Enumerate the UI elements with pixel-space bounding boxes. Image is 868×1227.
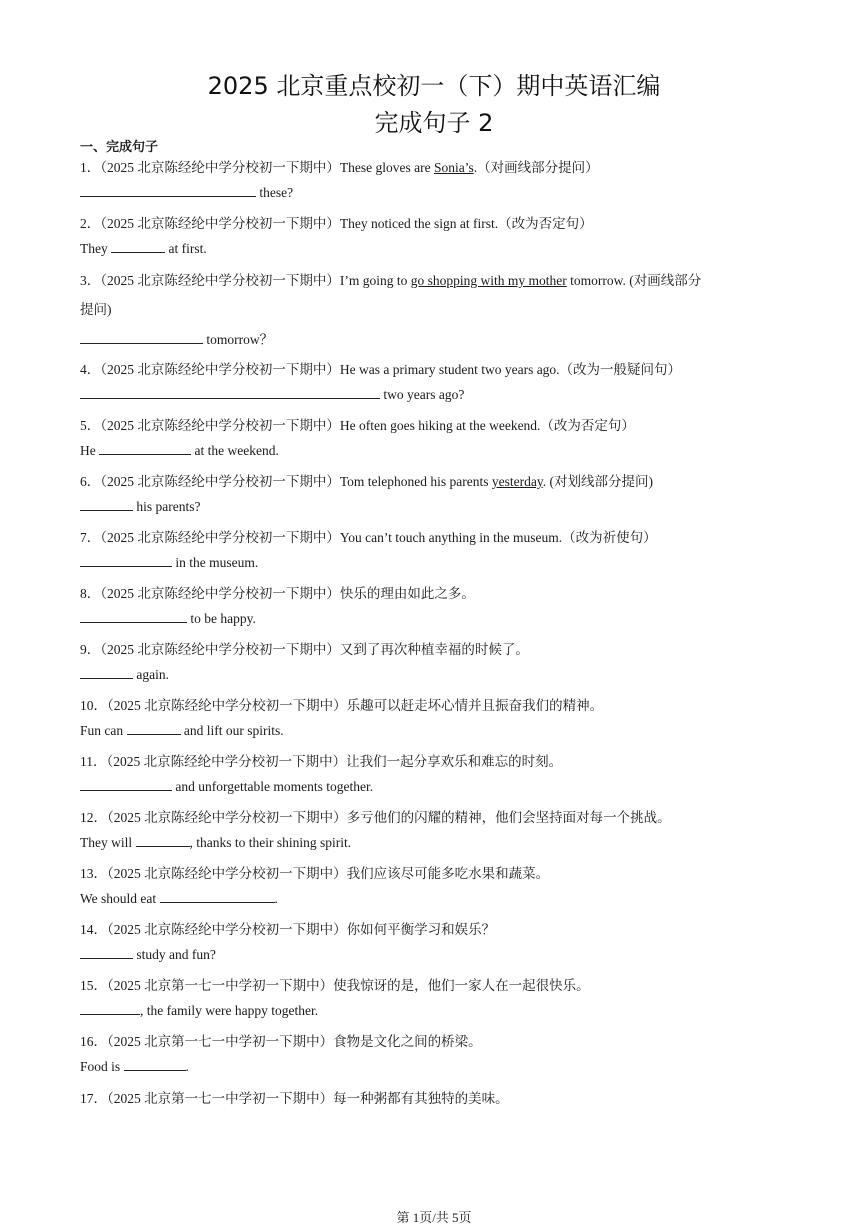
question-3: 3．（2025 北京陈经纶中学分校初一下期中）I’m going to go shopping with my mother tomorrow. (对画线部分 <box>80 273 702 288</box>
answer-blank[interactable] <box>80 667 133 679</box>
answer-blank[interactable] <box>80 611 187 623</box>
question-3-continued: 提问) <box>80 302 112 317</box>
question-13: 13．（2025 北京陈经纶中学分校初一下期中）我们应该尽可能多吃水果和蔬菜。 <box>80 866 550 881</box>
answer-line-8: to be happy. <box>80 611 256 627</box>
answer-line-9: again. <box>80 667 169 683</box>
underlined-phrase: yesterday <box>491 474 543 489</box>
question-14: 14．（2025 北京陈经纶中学分校初一下期中）你如何平衡学习和娱乐？ <box>80 922 496 937</box>
question-12: 12．（2025 北京陈经纶中学分校初一下期中）多亏他们的闪耀的精神，他们会坚持面对每一个挑战。 <box>80 810 671 825</box>
answer-blank[interactable] <box>136 835 190 847</box>
page-footer: 第 1页/共 5页 <box>396 1210 472 1225</box>
question-2: 2．（2025 北京陈经纶中学分校初一下期中）They noticed the sign at first.（改为否定句） <box>80 216 593 231</box>
question-10: 10．（2025 北京陈经纶中学分校初一下期中）乐趣可以赶走坏心情并且振奋我们的精神。 <box>80 698 604 713</box>
doc-title: 2025 北京重点校初一（下）期中英语汇编 <box>207 72 661 100</box>
answer-line-13: We should eat . <box>80 891 278 906</box>
question-9: 9．（2025 北京陈经纶中学分校初一下期中）又到了再次种植幸福的时候了。 <box>80 642 529 657</box>
question-16: 16．（2025 北京第一七一中学初一下期中）食物是文化之间的桥梁。 <box>80 1034 482 1049</box>
answer-blank[interactable] <box>111 241 165 253</box>
answer-line-16: Food is . <box>80 1059 189 1074</box>
answer-blank[interactable] <box>127 723 181 735</box>
answer-line-14: study and fun? <box>80 947 216 963</box>
answer-line-7: in the museum. <box>80 555 258 571</box>
doc-subtitle: 完成句子 2 <box>374 109 494 137</box>
underlined-phrase: go shopping with my mother <box>410 273 567 288</box>
underlined-phrase: Sonia’s <box>433 160 474 175</box>
question-5: 5．（2025 北京陈经纶中学分校初一下期中）He often goes hiking at the weekend.（改为否定句） <box>80 418 635 433</box>
answer-blank[interactable] <box>80 555 172 567</box>
question-7: 7．（2025 北京陈经纶中学分校初一下期中）You can’t touch anything in the museum.（改为祈使句） <box>80 530 657 545</box>
question-11: 11．（2025 北京陈经纶中学分校初一下期中）让我们一起分享欢乐和难忘的时刻。 <box>80 754 563 769</box>
answer-line-2: They at first. <box>80 241 207 256</box>
section-heading: 一、完成句子 <box>80 140 159 155</box>
answer-line-12: They will , thanks to their shining spirit. <box>80 835 352 850</box>
answer-blank[interactable] <box>80 1003 140 1015</box>
answer-blank[interactable] <box>80 387 380 399</box>
answer-blank[interactable] <box>80 779 172 791</box>
answer-line-3: tomorrow？ <box>80 328 273 348</box>
answer-line-10: Fun can and lift our spirits. <box>80 723 284 738</box>
question-6: 6．（2025 北京陈经纶中学分校初一下期中）Tom telephoned his parents yesterday. (对划线部分提问) <box>80 474 654 489</box>
question-15: 15．（2025 北京第一七一中学初一下期中）使我惊讶的是，他们一家人在一起很快乐。 <box>80 978 590 993</box>
answer-line-1: these? <box>80 185 293 201</box>
answer-blank[interactable] <box>80 185 256 197</box>
answer-blank[interactable] <box>99 443 191 455</box>
answer-line-15: , the family were happy together. <box>80 1003 318 1019</box>
question-4: 4．（2025 北京陈经纶中学分校初一下期中）He was a primary student two years ago.（改为一般疑问句） <box>80 362 682 377</box>
answer-line-11: and unforgettable moments together. <box>80 779 373 795</box>
answer-blank[interactable] <box>80 947 133 959</box>
answer-blank[interactable] <box>80 499 133 511</box>
question-17: 17．（2025 北京第一七一中学初一下期中）每一种粥都有其独特的美味。 <box>80 1091 509 1106</box>
answer-blank[interactable] <box>80 332 203 344</box>
answer-blank[interactable] <box>124 1059 186 1071</box>
answer-line-4: two years ago? <box>80 387 464 403</box>
answer-line-6: his parents? <box>80 499 200 515</box>
question-8: 8．（2025 北京陈经纶中学分校初一下期中）快乐的理由如此之多。 <box>80 586 475 601</box>
answer-blank[interactable] <box>160 891 275 903</box>
question-1: 1．（2025 北京陈经纶中学分校初一下期中）These gloves are Sonia’s.（对画线部分提问） <box>80 160 599 175</box>
answer-line-5: He at the weekend. <box>80 443 279 458</box>
